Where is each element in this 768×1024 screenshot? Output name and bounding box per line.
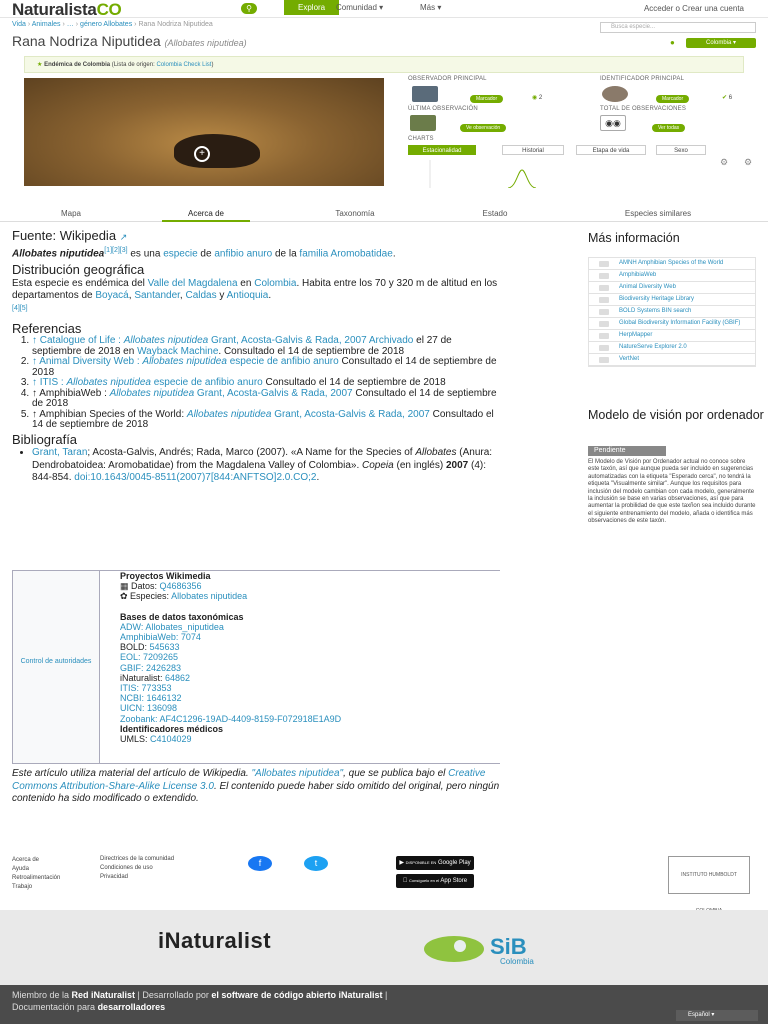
tab-mapa[interactable]: Mapa (60, 209, 81, 218)
references-heading: Referencias (12, 320, 82, 336)
binoculars-icon: ◉◉ (600, 115, 626, 131)
partners-band (0, 910, 768, 985)
species-tabs (0, 205, 768, 222)
inaturalist-logo[interactable]: iNaturalist (158, 928, 272, 953)
breadcrumb: Vida › Animales › … › género Allobates › Rana Nodriza Niputidea (12, 21, 213, 28)
reference-item: 1. ↑ Catalogue of Life : Allobates niputidea Grant, Acosta-Galvis & Rada, 2007 Archivado el 27 de septiembre de 2018 en Wayback Machine. Consultado el 14 de septiembre de 2018 (32, 336, 502, 357)
external-link-icon[interactable]: ↗ (119, 232, 128, 242)
page-title: Rana Nodriza Niputidea (Allobates niputidea) (12, 33, 247, 49)
signin-link[interactable]: Acceder o Crear una cuenta (643, 4, 744, 13)
footer-col2: Directrices de la comunidad Condiciones de uso Privacidad (100, 856, 175, 880)
bottom-bar: Miembro de la Red iNaturalist | Desarrollado por el software de código abierto iNaturalist | Documentación para desarrolladores (0, 985, 768, 1024)
link-especie[interactable]: especie (163, 247, 198, 259)
tab-etapa-de-vida[interactable]: Etapa de vida (576, 145, 646, 155)
identifier-count: ✔ 6 (722, 95, 733, 101)
link-natureserve[interactable]: NatureServe Explorer 2.0 (589, 342, 755, 354)
naturalista-logo[interactable]: NaturalistaCO (12, 0, 122, 19)
language-select[interactable]: Español ▾ (676, 1010, 758, 1021)
link-bold[interactable]: BOLD Systems BIN search (589, 306, 755, 318)
doi-link[interactable]: doi:10.1643/0045-8511(2007)7[844:ANFTSO]2.0.CO;2 (74, 472, 317, 484)
link-anfibio-anuro[interactable]: anfibio anuro (214, 247, 273, 259)
seasonality-chart (408, 156, 764, 188)
references-list (12, 336, 502, 431)
cv-status-badge: Pendiente (588, 446, 666, 456)
nav-comunidad[interactable]: Comunidad ▾ (336, 3, 384, 12)
bibliography-heading: Bibliografía (12, 431, 78, 447)
bibliography-item: • Grant, Taran; Acosta-Galvis, Andrés; Rada, Marco (2007). «A Name for the Species of Allobates (Anura: Dendrobatoidea: Aromobatidae) from the Magdalena Valley of Colombia». Copeia (en inglés) 2007 (4): 844-854. doi:10.1643/0045-8511(2007)7[844:ANFTSO]2.0.CO;2. (32, 447, 502, 485)
link-familia[interactable]: familia Aromobatidae (299, 247, 393, 259)
location-icon: ● (670, 38, 675, 47)
bibliography-list (12, 447, 502, 485)
facebook-icon[interactable]: f (248, 856, 272, 871)
humboldt-logo[interactable]: INSTITUTO HUMBOLDT (668, 856, 750, 894)
link-amphibiaweb[interactable]: AmphibiaWeb (589, 270, 755, 282)
footer (0, 848, 768, 906)
sib-wordmark: SiB (490, 934, 527, 959)
link-valle-magdalena[interactable]: Valle del Magdalena (147, 277, 238, 289)
identifier-avatar[interactable] (602, 86, 628, 102)
crumb-genus[interactable]: género Allobates (80, 21, 133, 28)
zoom-icon[interactable]: + (194, 146, 210, 162)
wikipedia-article (12, 230, 502, 485)
inat-network-link[interactable]: Red iNaturalist (71, 990, 136, 1000)
total-obs-label: TOTAL DE OBSERVACIONES (600, 106, 687, 112)
twitter-icon[interactable]: t (304, 856, 328, 871)
tab-acerca-de[interactable]: Acerca de (162, 205, 250, 222)
crumb-ellipsis[interactable]: … (66, 21, 74, 28)
view-observation-button[interactable]: Ve observación (460, 124, 506, 132)
footer-col1: Acerca de Ayuda Retroalimentación Trabajo (12, 857, 61, 890)
intro-refs[interactable]: [1][2][3] (104, 246, 128, 254)
last-obs-thumbnail[interactable] (410, 115, 436, 131)
reference-item: 3. ↑ ITIS : Allobates niputidea especie de anfibio anuro Consultado el 14 de septiembre de 2018 (32, 378, 502, 389)
charts-label: CHARTS (408, 136, 434, 142)
app-store-button[interactable]: Consíguelo en el App Store (396, 874, 474, 888)
sib-subtitle: Colombia (500, 957, 534, 966)
last-obs-label: ÚLTIMA OBSERVACIÓN (408, 106, 478, 112)
link-caldas[interactable]: Caldas (185, 290, 217, 302)
link-antioquia[interactable]: Antioquia (226, 290, 269, 302)
sib-leaf-shape (424, 936, 484, 962)
wikipedia-credit: Este artículo utiliza material del artículo de Wikipedia. "Allobates niputidea", que se publica bajo el Creative Commons Attribution-Share-Alike License 3.0. El contenido puede haber sido omitido del original, pero ningún contenido ha sido modificado o extendido. (12, 768, 500, 804)
source-heading: Fuente: Wikipedia ↗ (12, 228, 128, 243)
view-all-button[interactable]: Ver todas (652, 124, 685, 132)
reference-item: 4. ↑ AmphibiaWeb : Allobates niputidea Grant, Acosta-Galvis & Rada, 2007 Consultado el 14 de septiembre de 2018 (32, 389, 502, 410)
authority-control-label[interactable]: Control de autoridades (20, 658, 92, 665)
nav-explora[interactable]: Explora (284, 0, 339, 15)
link-herpmapper[interactable]: HerpMapper (589, 330, 755, 342)
cv-model-heading: Modelo de visión por ordenador (588, 408, 764, 422)
cv-description: El Modelo de Visión por Ordenador actual no conoce sobre este taxón, así que aunque pueda ser incluido en sugerencias automatizadas con la etiqueta "Esperado cerca", no tendrá la etiqueta "Visualmente similar". Aunque los requisitos para inclusión del modelo cambian con cada modelo, generalmente la inclusión se base en varias observaciones, así que para aumentar la probilidad de que este taxñon sea incluido durante el siguiente entrenamiento del modelo, añada o identifica más observaciones de este taxón. (588, 459, 756, 525)
species-search-input[interactable]: Busca especie... (600, 22, 756, 33)
more-info-section: Más información (588, 231, 680, 245)
identifier-label: IDENTIFICADOR PRINCIPAL (600, 76, 685, 82)
top-navbar (0, 0, 768, 18)
distribution-refs[interactable]: [4][5] (12, 304, 28, 312)
link-amnh[interactable]: AMNH Amphibian Species of the World (589, 258, 755, 270)
observer-avatar[interactable] (412, 86, 438, 102)
tab-estacionalidad[interactable]: Estacionalidad (408, 145, 476, 155)
nav-mas[interactable]: Más ▾ (420, 3, 442, 12)
observer-leaderboard-button[interactable]: Marcador (470, 95, 503, 103)
authority-list: Proyectos Wikimedia ▦ Datos: Q4686356 ✿ Especies: Allobates niputidea Bases de datos taxonómicas ADW: Allobates_niputidea AmphibiaWeb: 7074 BOLD: 545633 EOL: 7209265 GBIF: 2426283 iNaturalist: 64862 ITIS: 773353 NCBI: 1646132 UICN: 136098 Zoobank: AF4C1296-19AD-4409-8159-F072918E1A9D Identificadores médicos UMLS: C4104029 (99, 571, 500, 763)
crumb-current: Rana Nodriza Niputidea (138, 21, 213, 28)
checklist-link[interactable]: Colombia Check List (156, 62, 212, 68)
gear-icon[interactable]: ⚙ (720, 157, 729, 167)
observer-label: OBSERVADOR PRINCIPAL (408, 76, 487, 82)
link-vertnet[interactable]: VertNet (589, 354, 755, 366)
sib-colombia-logo[interactable] (420, 932, 570, 966)
seasonality-line (508, 170, 536, 188)
species-photo[interactable] (24, 78, 384, 186)
eye-icon: ◉ (532, 95, 538, 101)
star-icon: ★ (37, 62, 43, 68)
sib-eye-shape (454, 940, 466, 952)
developers-link[interactable]: desarrolladores (97, 1002, 166, 1012)
link-gbif[interactable]: Global Biodiversity Information Facility (GBIF) (589, 318, 755, 330)
frog-image (174, 134, 260, 168)
google-play-button[interactable]: ▶ DISPONIBLE EN Google Play (396, 856, 474, 870)
authority-control-box (12, 570, 500, 764)
reference-item: 2. ↑ Animal Diversity Web : Allobates niputidea especie de anfibio anuro Consultado el 14 de septiembre de 2018 (32, 357, 502, 378)
tab-historial[interactable]: Historial (502, 145, 564, 155)
link-adw[interactable]: Animal Diversity Web (589, 282, 755, 294)
settings-icon[interactable]: ⚙ (744, 157, 753, 167)
link-santander[interactable]: Santander (134, 290, 180, 302)
tab-estado[interactable]: Estado (482, 209, 508, 218)
place-filter-button[interactable]: Colombia ▾ (686, 38, 756, 48)
link-colombia[interactable]: Colombia (254, 277, 297, 289)
observer-count: ◉ 2 (532, 95, 543, 101)
crumb-animales[interactable]: Animales (31, 21, 61, 28)
link-boyaca[interactable]: Boyacá (95, 290, 129, 302)
distribution-heading: Distribución geográfica (12, 262, 145, 278)
inat-software-link[interactable]: el software de código abierto iNaturalist (211, 990, 383, 1000)
intro-paragraph: Allobates niputidea[1][2][3] es una especie de anfibio anuro de la familia Aromobatidae. (12, 246, 396, 259)
check-icon: ✔ (722, 95, 728, 101)
crumb-vida[interactable]: Vida (12, 21, 26, 28)
link-bhl[interactable]: Biodiversity Heritage Library (589, 294, 755, 306)
tab-sexo[interactable]: Sexo (656, 145, 706, 155)
distribution-paragraph: Esta especie es endémica del Valle del Magdalena en Colombia. Habita entre los 70 y 320 m de altitud en los departamentos de Boyacá, Santander, Caldas y Antioquia. [4][5] (12, 277, 498, 312)
search-icon[interactable]: ⚲ (241, 3, 257, 14)
reference-item: 5. ↑ Amphibian Species of the World: Allobates niputidea Grant, Acosta-Galvis & Rada, 2007 Consultado el 14 de septiembre de 2018 (32, 410, 502, 431)
tab-taxonomia[interactable]: Taxonomía (335, 209, 375, 218)
identifier-leaderboard-button[interactable]: Marcador (656, 95, 689, 103)
tab-especies-similares[interactable]: Especies similares (624, 209, 692, 218)
endemic-banner: ★ Endémica de Colombia (Lista de origen: Colombia Check List) (24, 56, 744, 73)
more-info-links (588, 257, 756, 367)
